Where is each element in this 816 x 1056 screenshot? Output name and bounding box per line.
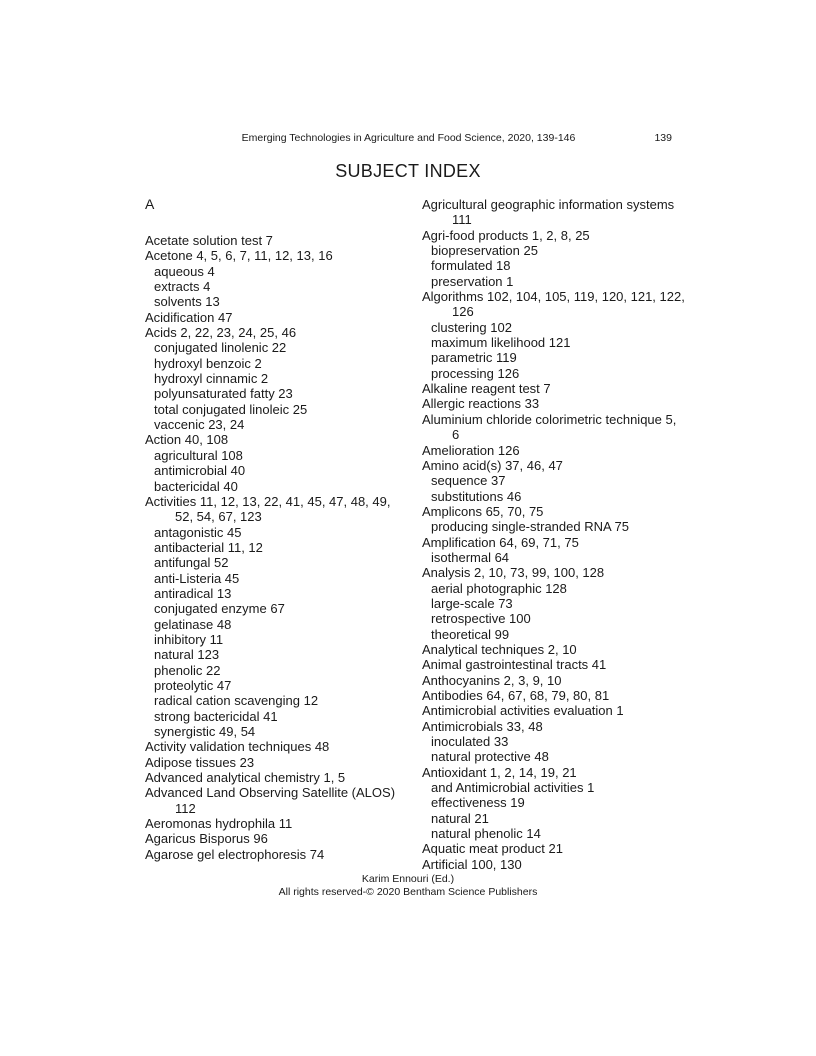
index-entry-line: Activity validation techniques 48 (145, 739, 330, 755)
index-entry-line: Amelioration 126 (422, 442, 520, 458)
index-entry-line: natural protective 48 (431, 749, 549, 765)
index-entry-line: antimicrobial 40 (154, 463, 246, 479)
index-entry-line: Amplicons 65, 70, 75 (422, 503, 544, 519)
index-entry-line: phenolic 22 (154, 662, 221, 678)
index-entry-line: strong bactericidal 41 (154, 708, 278, 724)
index-entry-line: 126 (452, 304, 474, 320)
index-entry-line: inoculated 33 (431, 734, 509, 750)
right-column (422, 197, 685, 872)
index-entry-line: antibacterial 11, 12 (154, 539, 263, 555)
index-entry-line: Aeromonas hydrophila 11 (145, 816, 293, 832)
index-entry-line: Amino acid(s) 37, 46, 47 (422, 457, 563, 473)
index-entry-line: producing single-stranded RNA 75 (431, 519, 630, 535)
index-entry-line: Agri-food products 1, 2, 8, 25 (422, 227, 590, 243)
index-entry-line: agricultural 108 (154, 447, 243, 463)
index-entry-line: Anthocyanins 2, 3, 9, 10 (422, 672, 562, 688)
index-entry-line: polyunsaturated fatty 23 (154, 386, 293, 402)
index-entry-line: synergistic 49, 54 (154, 724, 256, 739)
index-entry-line: clustering 102 (431, 319, 512, 335)
index-entry-line: total conjugated linoleic 25 (154, 401, 308, 417)
index-entry-line: hydroxyl benzoic 2 (154, 355, 262, 371)
index-entry-line: gelatinase 48 (154, 616, 232, 632)
index-entry-line: Acidification 47 (145, 309, 233, 325)
right-column-entries (422, 197, 685, 872)
page-title: SUBJECT INDEX (335, 161, 481, 181)
index-entry-line: extracts 4 (154, 279, 211, 295)
running-header (145, 131, 672, 145)
index-entry-line: 111 (452, 212, 472, 228)
index-entry-line: aqueous 4 (154, 263, 215, 279)
index-entry-line: Analysis 2, 10, 73, 99, 100, 128 (422, 565, 605, 581)
index-entry-line: Adipose tissues 23 (145, 754, 255, 770)
index-entry-line: 52, 54, 67, 123 (175, 509, 262, 525)
index-entry-line: Amplification 64, 69, 71, 75 (422, 534, 579, 550)
index-entry-line: antifungal 52 (154, 555, 229, 571)
index-entry-line: 112 (175, 800, 196, 816)
index-entry-line: effectiveness 19 (431, 795, 525, 811)
index-entry-line: maximum likelihood 121 (431, 335, 571, 351)
index-entry-line: conjugated enzyme 67 (154, 601, 285, 617)
left-column-entries (145, 233, 422, 862)
index-entry-line: proteolytic 47 (154, 677, 232, 693)
index-entry-line: vaccenic 23, 24 (154, 417, 245, 433)
index-entry-line: anti-Listeria 45 (154, 570, 240, 586)
index-entry-line: substitutions 46 (431, 488, 522, 504)
index-entry-line: Agarose gel electrophoresis 74 (145, 846, 325, 862)
index-entry-line: theoretical 99 (431, 626, 510, 642)
index-entry-line: Acetone 4, 5, 6, 7, 11, 12, 13, 16 (145, 248, 333, 264)
index-entry-line: natural 123 (154, 647, 220, 663)
index-entry-line: processing 126 (431, 365, 520, 381)
index-entry-line: Antimicrobials 33, 48 (422, 718, 543, 734)
index-entry-line: inhibitory 11 (154, 631, 224, 647)
index-entry-line: 6 (452, 427, 460, 443)
index-entry-line: antagonistic 45 (154, 524, 242, 540)
editor-line: Karim Ennouri (Ed.) (361, 873, 455, 885)
copyright-line: All rights reserved-© 2020 Bentham Science Publishers (278, 885, 538, 898)
index-entry-line: hydroxyl cinnamic 2 (154, 371, 269, 387)
index-entry-line: natural 21 (431, 810, 489, 826)
index-entry-line: Acetate solution test 7 (145, 233, 273, 248)
index-entry-line: large-scale 73 (431, 595, 513, 611)
index-entry-line: Alkaline reagent test 7 (422, 381, 551, 397)
index-entry-line: Agaricus Bisporus 96 (145, 831, 268, 847)
index-entry-line: Aluminium chloride colorimetric technique 5, (422, 411, 677, 427)
index-entry-line: and Antimicrobial activities 1 (431, 780, 595, 796)
index-entry-line: Agricultural geographic information systems (422, 197, 675, 212)
index-entry-line: Activities 11, 12, 13, 22, 41, 45, 47, 48, 49, (145, 493, 391, 509)
index-entry-line: Antioxidant 1, 2, 14, 19, 21 (422, 764, 577, 780)
index-entry-line: parametric 119 (431, 350, 517, 366)
index-entry-line: Advanced Land Observing Satellite (ALOS) (145, 785, 396, 801)
index-entry-line: Algorithms 102, 104, 105, 119, 120, 121, 122, (422, 289, 685, 305)
index-entry-line: solvents 13 (154, 294, 220, 310)
index-entry-line: antiradical 13 (154, 585, 232, 601)
index-entry-line: retrospective 100 (431, 611, 531, 627)
index-entry-line: radical cation scavenging 12 (154, 693, 319, 709)
page-number: 139 (654, 132, 672, 144)
section-letter: A (145, 196, 155, 212)
footer (0, 873, 816, 899)
index-entry-line: biopreservation 25 (431, 243, 538, 259)
index-entry-line: preservation 1 (431, 273, 514, 289)
index-entry-line: Antibodies 64, 67, 68, 79, 80, 81 (422, 688, 610, 703)
index-entry-line: Antimicrobial activities evaluation 1 (422, 703, 624, 719)
index-entry-line: Aquatic meat product 21 (422, 841, 563, 857)
index-entry-line: formulated 18 (431, 258, 511, 274)
index-entry-line: isothermal 64 (431, 549, 510, 565)
index-entry-line: Artificial 100, 130 (422, 856, 522, 872)
left-column (145, 197, 422, 872)
index-entry-line: sequence 37 (431, 473, 506, 489)
index-entry-line: Action 40, 108 (145, 432, 229, 448)
running-title: Emerging Technologies in Agriculture and Food Science, 2020, 139-146 (241, 132, 576, 144)
index-entry-line: Analytical techniques 2, 10 (422, 641, 577, 657)
index-entry-line: Advanced analytical chemistry 1, 5 (145, 770, 346, 786)
index-entry-line: Animal gastrointestinal tracts 41 (422, 657, 607, 673)
index-entry-line: natural phenolic 14 (431, 826, 541, 842)
index-entry-line: conjugated linolenic 22 (154, 340, 287, 356)
index-entry-line: bactericidal 40 (154, 478, 238, 494)
index-entry-line: Allergic reactions 33 (422, 396, 540, 412)
index-columns (145, 196, 685, 872)
index-entry-line: Acids 2, 22, 23, 24, 25, 46 (145, 325, 297, 341)
index-entry-line: aerial photographic 128 (431, 580, 567, 596)
